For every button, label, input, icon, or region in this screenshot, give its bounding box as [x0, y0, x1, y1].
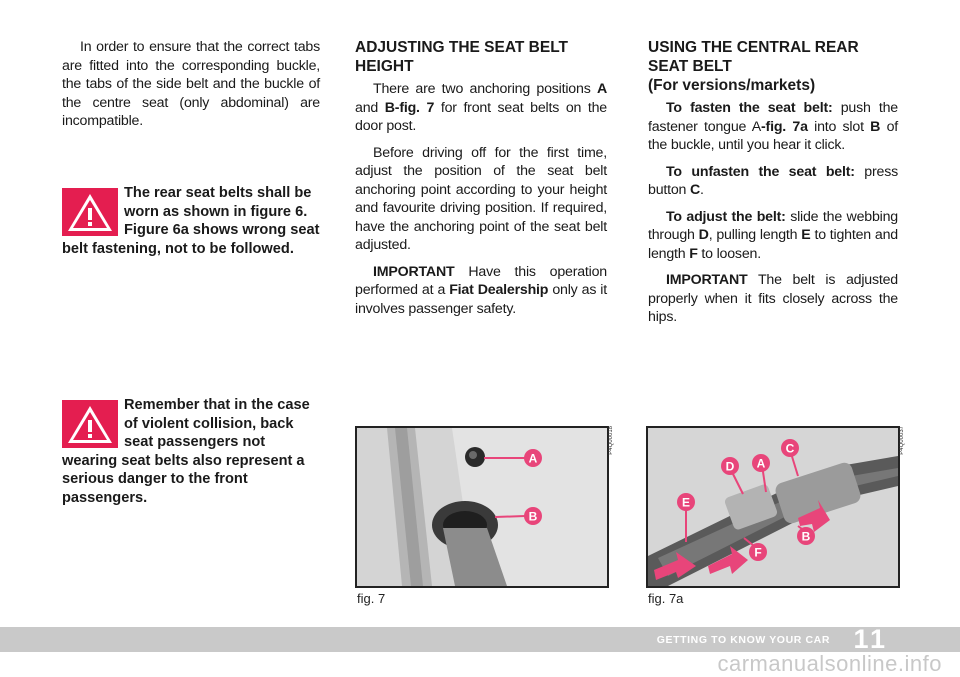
- paragraph-before-driving: Before driving off for the first time, adjust the position of the seat belt anchoring point according to your height and favourite driving position. If required, have the anchoring point of the seat belt adjusted.: [355, 144, 607, 253]
- figure-label-f: F: [754, 545, 762, 560]
- column-left: [62, 38, 320, 139]
- figure-label-b: B: [528, 509, 538, 524]
- door-post-illustration: [357, 428, 607, 586]
- warning-block-1: [62, 184, 320, 258]
- paragraph-adjust: To adjust the belt: slide the webbing through D, pulling length E to tighten and length F to loosen.: [648, 208, 898, 262]
- paragraph-important-hips: IMPORTANT The belt is adjusted properly when it fits closely across the hips.: [648, 272, 898, 325]
- paragraph-unfasten: To unfasten the seat belt: press button C.: [648, 163, 898, 198]
- central-belt-illustration: [648, 428, 898, 586]
- figure-7a-code: P4Q00037: [899, 426, 905, 455]
- section-title: GETTING TO KNOW YOUR CAR: [656, 634, 830, 646]
- page-footer-bar: [0, 624, 960, 654]
- column-middle: [355, 38, 607, 326]
- page-number: 11: [853, 624, 888, 654]
- figure-7-door-post: [355, 426, 609, 588]
- intro-paragraph: In order to ensure that the correct tabs are fitted into the corresponding buckle, the tabs of the side belt and the buckle of the centre seat (only abdominal) are incompatible.: [62, 39, 320, 129]
- paragraph-anchoring: There are two anchoring positions A and B-fig. 7 for front seat belts on the door post.: [355, 81, 607, 134]
- warning-triangle-icon: [62, 188, 118, 236]
- figure-7-code: P4Q00018: [608, 426, 614, 455]
- section-heading-central-belt: USING THE CENTRAL REAR SEAT BELT (For versions/markets): [648, 39, 859, 94]
- paragraph-important-dealer: IMPORTANT Have this operation performed at a Fiat Dealership only as it involves passenger safety.: [355, 263, 607, 317]
- figure-label-a: A: [528, 451, 538, 466]
- figure-label-b: B: [801, 529, 811, 544]
- figure-7a-caption: fig. 7a: [648, 591, 684, 606]
- figure-7a-central-belt: [646, 426, 900, 588]
- figure-label-d: D: [725, 459, 735, 474]
- figure-label-a: A: [756, 456, 766, 471]
- warning-triangle-icon: [62, 400, 118, 448]
- figure-7-caption: fig. 7: [357, 591, 386, 606]
- warning-text-1: The rear seat belts shall be worn as shown in figure 6. Figure 6a shows wrong seat belt fastening, not to be followed.: [62, 185, 320, 257]
- paragraph-fasten: To fasten the seat belt: push the fastener tongue A-fig. 7a into slot B of the buckle, until you hear it click.: [648, 100, 898, 153]
- warning-block-2: [62, 396, 320, 507]
- warning-text-2: Remember that in the case of violent collision, back seat passengers not wearing seat belts also represent a serious danger to the front passengers.: [62, 397, 310, 506]
- figure-label-e: E: [681, 495, 691, 510]
- column-right: [648, 38, 898, 335]
- watermark: carmanualsonline.info: [717, 651, 942, 676]
- figure-label-c: C: [785, 441, 795, 456]
- section-heading-adjust: ADJUSTING THE SEAT BELT HEIGHT: [355, 39, 568, 75]
